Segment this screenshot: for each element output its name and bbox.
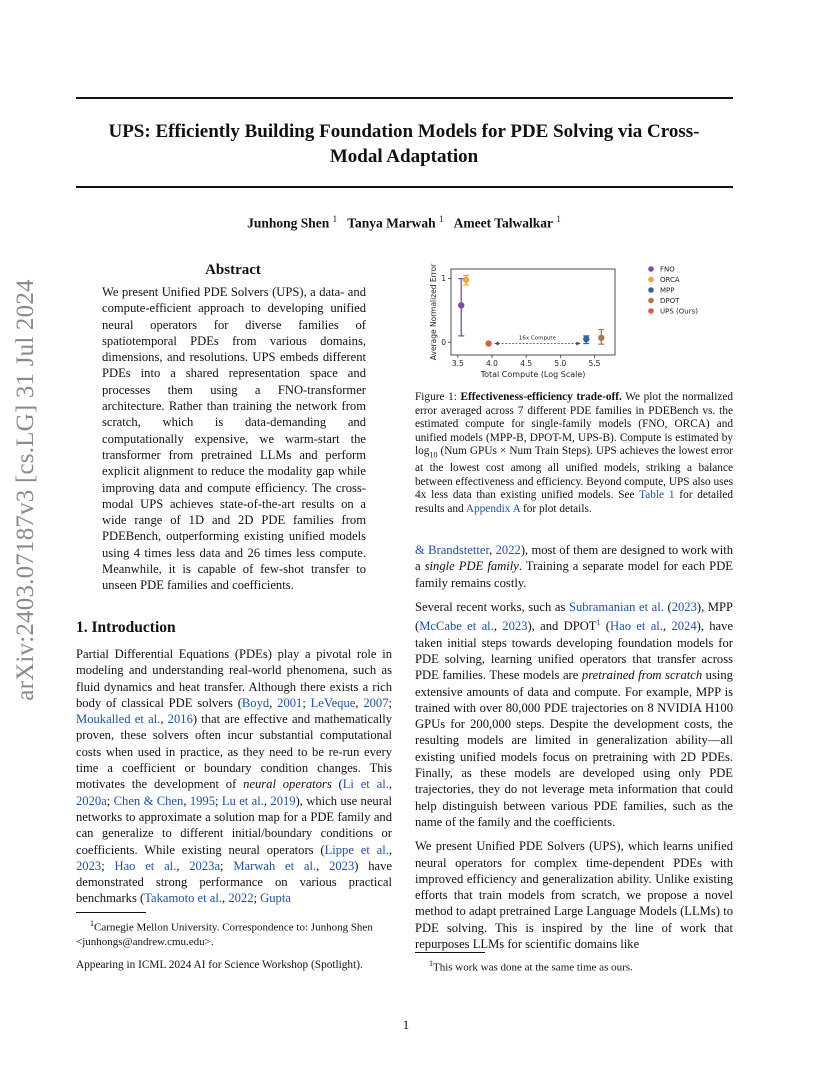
intro-citation[interactable]: 1995 <box>189 793 215 808</box>
title-bottom-rule <box>76 186 733 188</box>
section-heading-introduction: 1. Introduction <box>76 619 176 636</box>
author-3-affiliation: 1 <box>556 214 561 224</box>
annotation-arrowhead-right <box>576 342 580 346</box>
caption-subscript: 10 <box>429 450 438 460</box>
intro-citation[interactable]: 2023a <box>189 858 221 873</box>
intro-text: , <box>388 842 393 857</box>
author-list <box>100 214 708 232</box>
intro-emphasis: neural operators <box>243 777 332 792</box>
intro-text: , <box>355 695 364 710</box>
arxiv-identifier-text: arXiv:2403.07187v3 [cs.LG] 31 Jul 2024 <box>12 279 39 701</box>
x-tick-label: 3.5 <box>451 359 464 368</box>
legend-label: ORCA <box>660 276 680 284</box>
paper-title: UPS: Efficiently Building Foundation Models for PDE Solving via Cross-Modal Adaptation <box>108 121 700 167</box>
legend-marker <box>648 277 654 283</box>
caption-text-3: for detailed results and <box>415 489 734 515</box>
intro-citation[interactable]: 2023 <box>329 858 355 873</box>
annotation-label: 16x Compute <box>518 335 556 342</box>
right-emphasis: single PDE family <box>424 559 519 574</box>
footnote-affiliation <box>76 917 392 949</box>
caption-title: Effectiveness-efficiency trade-off. <box>460 391 622 403</box>
author-1: Junhong Shen <box>247 215 330 231</box>
right-citation[interactable]: Hao et al. <box>610 619 663 634</box>
data-point-mpp <box>583 336 589 342</box>
caption-table-link[interactable]: Table 1 <box>639 489 675 502</box>
intro-citation[interactable]: 2007 <box>363 695 389 710</box>
right-citation[interactable]: 2022 <box>495 543 521 557</box>
right-emphasis: pretrained from scratch <box>581 668 703 683</box>
footnote-rule-right <box>415 952 485 953</box>
author-1-affiliation: 1 <box>332 214 338 224</box>
intro-text: , <box>316 858 330 873</box>
arxiv-identifier <box>2 220 50 760</box>
intro-text: ), which use neural networks to approximate a solution map for a PDE family and can generalize to different initial/boundary conditions or coefficients. While existing neural operators ( <box>76 793 393 857</box>
data-point-orca <box>463 277 469 283</box>
right-text: ), and DPOT <box>527 619 597 634</box>
data-point-ups-ours- <box>485 340 491 346</box>
caption-text-4: for plot details. <box>520 503 592 515</box>
intro-citation[interactable]: Lu et al. <box>221 793 264 808</box>
abstract-text: We present Unified PDE Solvers (UPS), a data- and compute-efficient approach to developing unified neural operators for diverse families of spatiotemporal PDEs from various domains, dimensions, and resolutions. UPS embeds different PDEs into a shared representation space and processes them using a FNO-transformer architecture. Rather than training the network from scratch, which is data-demanding and computationally expensive, we warm-start the transformer from pretrained LLMs and perform explicit alignment to reduce the modality gap while improving data and compute efficiency. The cross-modal UPS achieves state-of-the-art results on a wide range of 1D and 2D PDE families from PDEBench, outperforming existing unified models using 4 times less data and 26 times less compute. Meanwhile, it is capable of few-shot transfer to unseen PDE families and coefficients. <box>102 285 366 593</box>
page-number: 1 <box>402 1017 410 1032</box>
figure-1-caption <box>415 391 733 517</box>
intro-citation[interactable]: 2016 <box>167 712 193 727</box>
data-point-fno <box>458 302 464 308</box>
intro-text: ; <box>302 695 311 710</box>
intro-citation[interactable]: 2020a <box>76 793 107 808</box>
intro-citation[interactable]: Gupta <box>260 891 291 906</box>
figure-1-chart <box>425 255 725 383</box>
intro-citation[interactable]: Takamoto et al. <box>144 891 223 906</box>
intro-citation[interactable]: Li et al. <box>342 777 389 792</box>
right-citation[interactable]: Subramanian et al. <box>568 599 664 614</box>
right-text: Several recent works, such as <box>415 599 569 614</box>
intro-text: , <box>176 858 190 873</box>
right-paragraph-3 <box>415 838 733 952</box>
intro-text: ; <box>106 793 114 808</box>
introduction-paragraph <box>76 646 392 907</box>
right-paragraph-1 <box>415 542 733 591</box>
intro-citation[interactable]: 2001 <box>277 695 303 710</box>
intro-citation[interactable]: 2022 <box>228 891 254 906</box>
y-tick-label: 0 <box>441 337 446 347</box>
intro-text: , <box>183 793 190 808</box>
right-text: ), MPP ( <box>415 599 734 634</box>
intro-citation[interactable]: LeVeque <box>310 695 356 710</box>
right-text: We present Unified PDE Solvers (UPS), which learns unified neural operators for complex time-dependent PDEs with improved efficiency and generalization ability. Unlike existing efforts that train models from scratch, we propose a novel method to adapt pretrained Large Language Models (LLMs) to PDE solving. This is inspired by the line of work that repurposes LLMs for scientific domains like <box>415 839 733 952</box>
legend-label: FNO <box>660 265 675 274</box>
right-paragraph-2 <box>415 599 733 830</box>
intro-text: ; <box>388 695 392 710</box>
intro-citation[interactable]: Moukalled et al. <box>76 712 161 727</box>
intro-text: ) that are effective and mathematically proven, these solvers often incur substantial computational costs when used in practice, as they need to be re-run every time a coefficient or boundary condition changes. This motivates the development of <box>76 712 392 792</box>
venue-note: Appearing in ICML 2024 AI for Science Workshop (Spotlight). <box>76 959 363 971</box>
right-citation[interactable]: 2024 <box>671 619 697 634</box>
intro-text: , <box>160 712 168 727</box>
right-text: , <box>493 619 503 634</box>
footnote-affiliation-text: Carnegie Mellon University. Correspondence to: Junhong Shen <junhongs@andrew.cmu.edu>. <box>76 921 373 948</box>
intro-citation[interactable]: Hao et al. <box>114 858 177 873</box>
intro-citation[interactable]: Marwah et al. <box>233 858 317 873</box>
x-tick-label: 4.5 <box>520 359 533 368</box>
intro-citation[interactable]: 2019 <box>270 793 296 808</box>
legend-marker <box>648 308 654 314</box>
author-2: Tanya Marwah <box>347 215 436 231</box>
title-top-rule <box>76 97 733 99</box>
x-tick-label: 4.0 <box>486 359 498 368</box>
intro-text: ( <box>331 777 343 792</box>
intro-text: Partial Differential Equations (PDEs) play a pivotal role in modeling and understanding real-world phenomena, such as fluid dynamics and heat transfer. Although there exists a rich body of classical PDE solvers ( <box>76 647 392 710</box>
right-footnote-mark[interactable]: 1 <box>596 618 601 628</box>
x-axis-label: Total Compute (Log Scale) <box>480 370 586 379</box>
right-citation[interactable]: McCabe et al. <box>419 619 494 634</box>
intro-text: , <box>263 793 271 808</box>
legend-marker <box>648 266 654 272</box>
legend-label: UPS (Ours) <box>660 307 698 316</box>
footnote-concurrent-text: This work was done at the same time as ours. <box>433 961 633 974</box>
data-point-dpot <box>598 335 604 341</box>
right-citation[interactable]: 2023 <box>502 619 528 634</box>
intro-citation[interactable]: Lippe et al. <box>324 842 389 857</box>
caption-label: Figure 1: <box>415 391 457 403</box>
abstract-heading: Abstract <box>205 262 261 278</box>
intro-text: , <box>388 777 392 792</box>
right-text: ), have taken initial steps towards developing foundation models for PDE solving, learning unified operators that transfer across PDE families. These models are <box>415 619 734 683</box>
right-text: . Training a separate model for each PDE family remains costly. <box>415 559 733 590</box>
x-tick-label: 5.5 <box>588 359 601 368</box>
intro-text: ; <box>220 858 234 873</box>
legend-label: DPOT <box>660 297 680 305</box>
intro-text: ; <box>215 793 222 808</box>
intro-citation[interactable]: Boyd <box>241 695 270 710</box>
right-text: ( <box>600 619 611 634</box>
footnote-concurrent-work <box>415 957 733 975</box>
intro-citation[interactable]: 2023 <box>76 858 102 873</box>
footnote-rule-left <box>76 912 146 913</box>
y-tick-label: 1 <box>441 274 446 284</box>
legend-marker <box>648 298 654 304</box>
footnote-affiliation-mark: 1 <box>90 919 94 928</box>
right-citation[interactable]: & Brandstetter <box>415 543 490 557</box>
caption-text-2: (Num GPUs × Num Train Steps). UPS achieves the lowest error at the lowest cost among all unified models, striking a balance between effectiveness and efficiency. Beyond compute, UPS also uses 4x less data than existing unified models. See <box>415 445 733 502</box>
author-2-affiliation: 1 <box>439 214 444 224</box>
author-3: Ameet Talwalkar <box>453 215 554 231</box>
intro-text: ; <box>253 891 261 906</box>
caption-text-1: We plot the normalized error averaged across 7 different PDE families in PDEBench vs. the estimated compute for single-family models (FNO, ORCA) and unified models (MPP-B, DPOT-M, UPS-B). Compute is estimated by log <box>415 391 734 458</box>
plot-frame <box>451 269 615 355</box>
caption-appendix-link[interactable]: Appendix A <box>465 503 521 515</box>
x-tick-label: 5.0 <box>554 359 567 368</box>
intro-text: ) have demonstrated strong performance on various practical benchmarks ( <box>76 858 393 906</box>
y-axis-label: Average Normalized Error <box>429 263 438 361</box>
intro-text: ; <box>101 858 115 873</box>
right-text: ( <box>663 599 672 614</box>
intro-text: , <box>269 695 278 710</box>
footnote-concurrent-mark: 1 <box>429 959 433 968</box>
intro-citation[interactable]: Chen & Chen <box>113 793 184 808</box>
right-column-text <box>415 542 733 960</box>
intro-text: , <box>222 891 229 906</box>
right-citation[interactable]: 2023 <box>671 599 697 614</box>
right-text: using extensive amounts of data and compute. For example, MPP is trained with over 80,000 PDE trajectories on 8 NVIDIA H100 GPUs for 200,000 steps. Despite the development costs, the resulting models are limited in generalization ability—all existing unified models focus on pretraining with 2D PDEs. Finally, as these models are developed using only PDE trajectories, they do not leverage meta information that could help distinguish between various PDE families, such as the name of the family and the coefficients. <box>415 668 733 829</box>
right-text: ), most of them are designed to work with a <box>415 543 734 574</box>
right-text: , <box>489 543 496 557</box>
right-text: , <box>662 619 672 634</box>
legend-marker <box>648 287 654 293</box>
annotation-arrowhead-left <box>495 342 499 346</box>
legend-label: MPP <box>660 286 675 295</box>
